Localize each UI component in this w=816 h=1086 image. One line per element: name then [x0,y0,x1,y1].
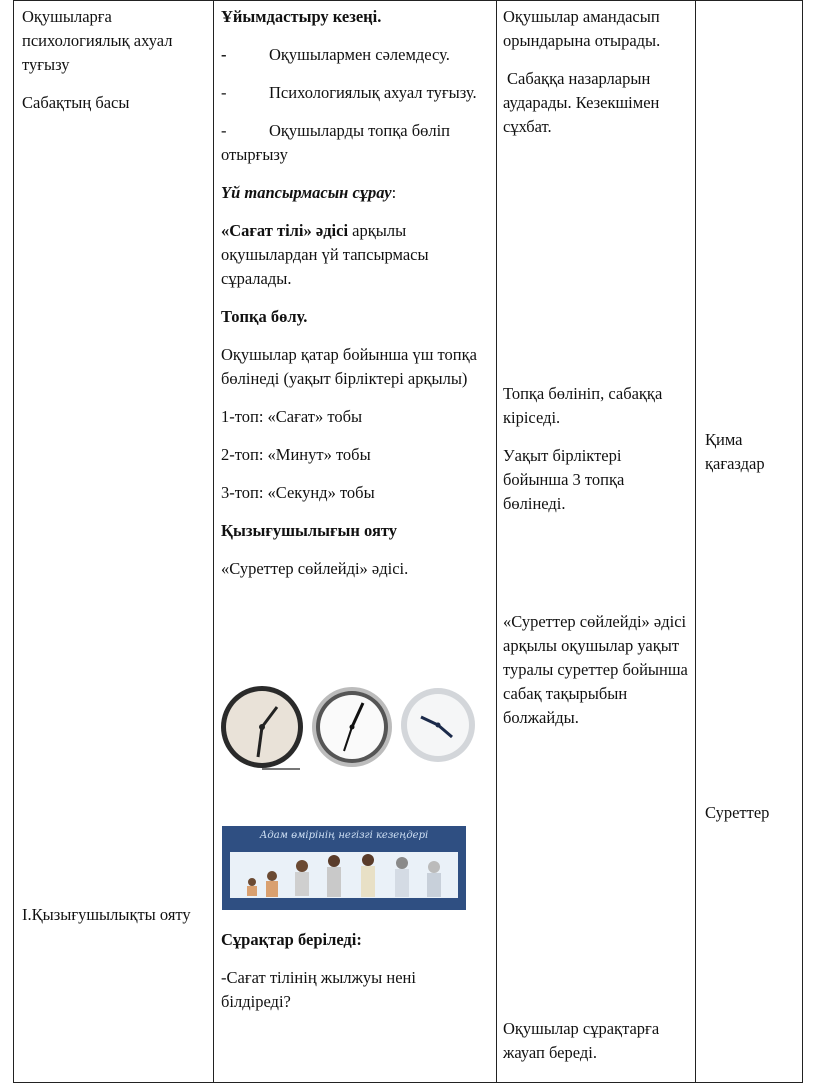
life-stages-image [222,826,466,910]
student-grouping-cell [503,382,688,516]
questions-heading: Сұрақтар беріледі: [221,930,362,949]
wall-clock-icon-2 [312,687,392,767]
org-heading: Ұйымдастыру кезеңі. [221,7,382,26]
people-icons [230,852,458,898]
interest-heading: Қызығушылығын ояту [221,521,398,540]
student-greet: Оқушылар амандасып орындарына отырады. [503,7,661,50]
column-divider-3 [695,1,696,1082]
stage-psych: Оқушыларға психологиялық ахуал туғызу [22,7,173,74]
student-pictures-cell [503,610,688,730]
wall-clock-icon-1 [221,686,303,769]
student-answers: Оқушылар сұрақтарға жауап береді. [503,1019,660,1062]
student-units: Уақыт бірліктері бойынша 3 топқа бөлінеді. [503,446,625,513]
group-desc: Оқушылар қатар бойынша үш топқа бөлінеді (уақыт бірліктері арқылы) [221,345,477,388]
resource-cards: Қима қағаздар [705,430,765,473]
student-activity-column [503,5,688,139]
group-2: 2-топ: «Минут» тобы [221,445,371,464]
stage-interest: І.Қызығушылықты ояту [22,905,191,924]
pictures-method: «Суреттер сөйлейді» әдісі. [221,559,409,578]
org-item-2: - Психологиялық ахуал туғызу. [221,83,477,102]
column-divider-2 [496,1,497,1082]
group-1: 1-топ: «Сағат» тобы [221,407,363,426]
clocks-image [220,685,482,775]
student-pictures: «Суреттер сөйлейді» әдісі арқылы оқушылар уақыт туралы суреттер бойынша сабақ тақырыбын болжайды. [503,612,688,727]
wall-clock-icon-3 [401,688,475,762]
student-answers-cell [503,1017,688,1065]
student-attention: Сабаққа назарларын аударады. Кезекшімен сұхбат. [503,69,660,136]
resource-cards-cell [705,428,797,476]
question-1: -Сағат тілінің жылжуы нені білдіреді? [221,968,416,1011]
group-heading: Топқа бөлу. [221,307,308,326]
banner-caption: Адам өмірінің негізгі кезеңдері [259,830,429,841]
org-item-3: - Оқушыларды топқа бөліп отырғызу [221,121,451,164]
questions-cell [221,928,483,1014]
stage-column [22,5,202,115]
student-grouping: Топқа бөлініп, сабаққа кіріседі. [503,384,663,427]
homework-heading: Үй тапсырмасын сұрау: [221,183,397,202]
org-item-1: - Оқушылармен сәлемдесу. [221,45,450,64]
teacher-activity-column [221,5,483,581]
stage-start: Сабақтың басы [22,93,130,112]
column-divider-1 [213,1,214,1082]
resource-pictures: Суреттер [705,803,770,822]
stage-interest-cell [22,903,202,927]
resource-pictures-cell [705,801,797,825]
people-strip [230,852,458,898]
group-3: 3-топ: «Секунд» тобы [221,483,375,502]
homework-method: «Сағат тілі» әдісі арқылы оқушылардан үй тапсырмасы сұралады. [221,221,429,288]
